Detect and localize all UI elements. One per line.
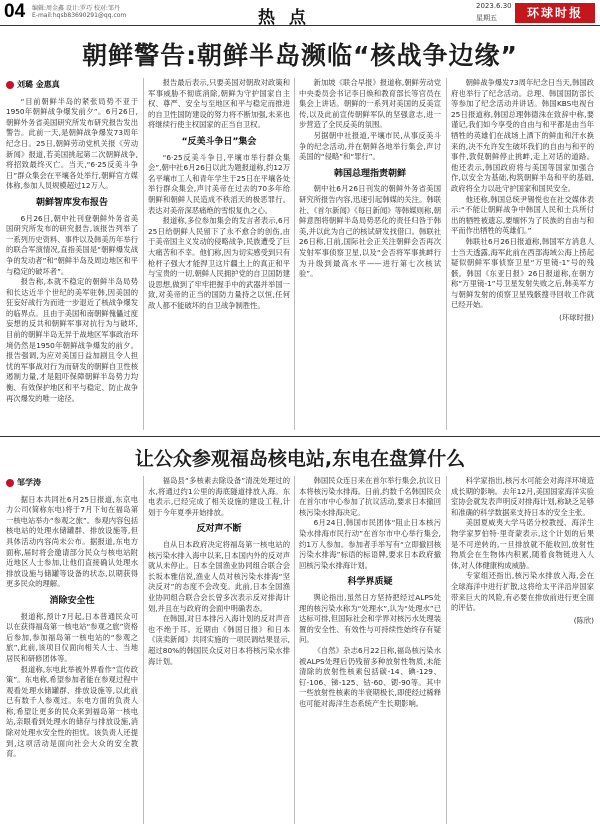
page-number: 04 — [4, 1, 26, 22]
column-divider — [446, 78, 447, 430]
article2-subhead-1: 消除安全性 — [49, 595, 95, 606]
masthead-logo: 环球时报 — [515, 3, 595, 23]
article2-paragraph: 美国夏威夷大学马诺分校教授、海洋生物学家罗伯特·里奇蒙表示,这个计划的后果是不可逆转的,一旦排放就不能收回,放射性物质会在生物体内积累,随着食物链进入人体,对人体健康构成威胁。 — [451, 518, 594, 570]
article1-column-3 — [299, 78, 441, 430]
article1-paragraph: 另据朝中社报道,平壤市民,从事反美斗争的纪念活动,并在朝鲜各地举行集会,声讨美国的“侵略”和“罪行”。 — [299, 130, 441, 162]
column-divider — [446, 476, 447, 824]
article2-column-1 — [6, 476, 138, 824]
article2-source: (陈欣) — [573, 615, 594, 625]
article1-subhead-1: 朝鲜智库发布报告 — [35, 197, 108, 208]
article1-subhead-2: “反美斗争日”集会 — [181, 136, 257, 147]
article2-paragraph: 专家组还指出,核污染水排放入海,会在全球海洋中进行扩散,这将给太平洋沿岸国家带来巨大的风险,有必要在排放前进行更全面的评估。 — [451, 571, 594, 613]
section-title: 热 点 — [258, 8, 310, 28]
article2-column-3 — [299, 476, 441, 824]
article1-paragraph: 报道称,多位参加集会的发言者表示,6月25日给朝鲜人民留下了永不愈合的创伤,由于美帝国主义发动的侵略战争,民族遭受了巨大痛苦和不幸。他们称,因为切实感受到只有枪杆子强大才能捍卫这片疆土上的真正和平与宝贵的一切,朝鲜人民拥护党的自卫国防建设思想,做到了牢牢把握手中的武器并举国一致,对美帝的正当的国防力量持之以恒,任何敌人都不能破坏的自卫战争制胜性。 — [148, 216, 290, 310]
article1-paragraph: 6月26日,朝中社刊登朝鲜外务省美国研究所发布的研究报告,该报告列举了一系列历史资料、事件以及韩美历年举行的联合军演情况,直指美国是“朝鲜爆发战争的发动者”和“朝鲜半岛及周边地区和平与稳定的破坏者”。 — [6, 213, 138, 276]
article1-column-4 — [451, 78, 594, 430]
article1-column-2 — [148, 78, 290, 430]
article1-paragraph: 报告称,本就不稳定的朝鲜半岛局势和长达近半个世纪的美军驻韩,因美国的狂妄好战行为而进一步退近了核战争爆发的临界点。且由于美国和南朝鲜傀儡过度妄想的反共和朝鲜军事对抗行为与破坏,目前的朝鲜半岛无异于战地区军事政治环境仍然是1950年朝鲜战争爆发的前夕。报告强调,为应对美国日益加剧且令人担忧的军事战对行为而研发的朝鲜自卫性核遏制力量,才是阻吓保障朝鲜半岛势力均衡、有效保护地区和平与稳定、防止战争再次爆发的唯一途径。 — [6, 277, 138, 403]
article2-paragraph: 报道称,东电此举被外界看作“宣传政策”。东电称,希望参加者能在参观过程中观看处理水储罐群、排放设施等,以此前已有数千人参观过。东电方面的负责人称,希望让更多的民众来到福岛第一核电站,亲眼看到处理水的储存与排放设施,消除对处理水安全性的担忧。该负责人还提到,这项活动是面向社会大众的安全教育。 — [6, 664, 138, 759]
issue-weekday: 星期五 — [476, 14, 497, 22]
article2-paragraph: 自从日本政府决定将福岛第一核电站的核污染水排入海中以来,日本国内外的反对声就从未停止。日本全国渔业协同组合联合会长坂本雅信说,渔业人员对核污染水排海“坚决反对”的态度不会改变。此前,日本全国渔业协同组合联合会长曾多次表示反对排海计划,并且在与政府的会面中明确表态。 — [148, 539, 290, 613]
page-header — [0, 0, 600, 26]
article2-column-2 — [148, 476, 290, 824]
article2-author: 邹学涛 — [17, 478, 41, 487]
article1-author: 刘璐 金惠真 — [17, 80, 60, 89]
column-divider — [294, 78, 295, 430]
article2-paragraph: 科学家指出,核污水可能会对海洋环境造成长期的影响。去年12月,美国国家海洋实验室协会就发表声明反对排海计划,称缺乏足够和准确的科学数据来支持日本的安全主张。 — [451, 476, 594, 517]
article1-lead-paragraph: “目前朝鲜半岛的紧张局势不亚于1950年朝鲜战争爆发前夕”。6月26日,朝鲜外务省美国研究所发布研究报告发出警告。此前一天,是朝鲜战争爆发73周年纪念日。25日,朝鲜劳动党机关报《劳动新闻》报道,若美国挑起第二次朝鲜战争,将招致最终灭亡。当天,“6·25反美斗争日”群众集会在平壤各处举行,朝鲜官方媒体称,参加人员规模超过12万人。 — [6, 96, 138, 191]
column-divider — [143, 476, 144, 824]
article2-lead-paragraph: 据日本共同社6月25日报道,东京电力公司(简称东电)将于7月下旬在福岛第一核电站举办“参观之旅”。参观内容包括核电站的处理水储罐群、排放设施等,但具体活动内容尚未公布。据报道,东电方面称,届时将会邀请部分民众与核电站附近地区人士参加,让他们直接确认处理水排放设施与储罐等设备的状态,以期获得更多民众的理解。 — [6, 494, 138, 589]
article2-subhead-3: 科学界质疑 — [347, 577, 393, 588]
contact-email: E-mail:hqsb83690291@qq.com — [32, 12, 127, 19]
article1-paragraph: 朝鲜战争爆发73周年纪念日当天,韩国政府也举行了纪念活动。总理、韩国国防部长等参加了纪念活动并讲话。韩国KBS电视台25日报道称,韩国总理韩德洙在致辞中称,要谨记,我们如今享受的自由与和平都是由当年牺牲的英雄们在战场上洒下的鲜血和汗水换来的,决不允许发生破坏我们的自由与和平的事件,敦促朝鲜停止挑衅,走上对话的道路。他还表示,韩国政府将与美国等国家加强合作,以安全为基础,构筑朝鲜半岛和平的基础,政府将全力以赴守护国家和国民安全。 — [451, 78, 594, 193]
article2-paragraph: 报道称,预计7月起,日本普通民众可以在获得福岛第一核电站“参观之旅”资格后参加,参加福岛第一核电站的“参观之旅”,此前,该项目仅面向相关人士、当地居民和研修团体等。 — [6, 611, 138, 663]
article1-paragraph: 韩联社6月26日报道称,韩国军方消息人士当天透露,海军此前在西部海域公海上捞起疑似朝鲜军事侦察卫星“万里镜-1”号的残骸。韩国《东亚日报》26日报道称,在朝方称“万里镜-1”号卫星发射失败之后,韩美军方与朝鲜发射的侦察卫星残骸搜寻回收工作就已经开始。 — [451, 236, 594, 310]
article2-column-4 — [451, 476, 594, 824]
article2-paragraph: 韩国民众连日来在首尔举行集会,抗议日本将核污染水排海。日前,约数千名韩国民众在首尔市中心参加了抗议活动,要求日本撤回核污染水排海决定。 — [299, 476, 441, 517]
issue-date: 2023.6.30 — [476, 2, 512, 10]
article2-paragraph: 《自然》杂志6月22日称,福岛核污染水被ALPS处理后仍残留多种放射性物质,未能清除的放射性核素包括碳-14、碘-129、钌-106、锑-125、钴-60、锶-90等。其中一些放射性核素的半衰期极长,即使经过稀释也可能对海洋生态系统产生长期影响。 — [299, 645, 441, 708]
article2-paragraph: 福岛县“多核素去除设备”清洗处理过的水,将通过约1公里的海底隧道排放入海。东电表示,已经完成了相关设施的建设工程,计划于今年夏季开始排放。 — [148, 476, 290, 517]
article1-column-1 — [6, 78, 138, 430]
article1-paragraph: 报告最后表示,只要美国对朝敌对政策和军事威胁不彻底消除,朝鲜为守护国家自主权、尊严、安全与至地区和平与稳定而推进的自卫性国防建设的努力将不断加强,未来也将继续行使主权国家的正当自卫权。 — [148, 78, 290, 130]
article-separator — [0, 436, 600, 437]
article2-byline — [6, 478, 138, 489]
column-divider — [143, 78, 144, 430]
article2-headline: 让公众参观福岛核电站,东电在盘算什么 — [134, 448, 466, 470]
article2-paragraph: 舆论指出,虽然日方坚持把经过ALPS处理的核污染水称为“处理水”,认为“处理水”已达标可排,但国际社会和学界对核污水处理装置的安全性、有效性与可持续性始终存有疑问。 — [299, 592, 441, 645]
article1-paragraph: 新加坡《联合早报》报道称,朝鲜劳动党中央委员会书记李日焕和教育部长等官员在集会上讲话。朝鲜的一系列对美国的反美宣传,以及此前宣传朝鲜军队的坚强意志,进一步营造了全民反美的氛围。 — [299, 78, 441, 130]
article2-paragraph: 在韩国,对日本排污入海计划的反对声音也不绝于耳。近期由《韩国日报》和日本《读卖新闻》共同实施的一项民调结果显示,超过80%的韩国民众反对日本将核污染水排海计划。 — [148, 614, 290, 666]
editor-credits: 编辑:周金鑫 设计:罗巧 校对:邹丹 — [32, 5, 120, 12]
article1-subhead-3: 韩国总理指责朝鲜 — [333, 168, 406, 179]
article2-paragraph: 6月24日,韩国市民团体“阻止日本核污染水排海市民行动”在首尔市中心举行集会,约1万人参加。参加者手举写有“立即撤回核污染水排海”标语的标语牌,要求日本政府撤回核污染水排海计划。 — [299, 518, 441, 570]
article1-byline — [6, 80, 138, 91]
article1-headline: 朝鲜警告:朝鲜半岛濒临“核战争边缘” — [82, 41, 518, 70]
article1-source: (环球时报) — [559, 313, 594, 323]
article2-subhead-2: 反对声不断 — [196, 524, 242, 535]
byline-bullet-icon — [6, 81, 14, 89]
byline-bullet-icon — [6, 479, 14, 487]
article1-paragraph: “6·25反美斗争日,平壤市举行群众集会”,朝中社6月26日以此为题报道称,约12万名平壤市工人和青年学生于25日在平壤各处举行群众集会,声讨美帝在过去的70多年给朝鲜和朝鲜人民造成不秩滔天的极恶罪行。表达对美帝深恶痛绝的雪恨复仇之心。 — [148, 152, 290, 215]
article1-paragraph: 他还称,韩国总统尹锡悦也在社交媒体表示:“不能让朝鲜战争中韩国人民和士兵所付出的牺牲被遗忘,要缅怀为了民族的自由与和平而作出牺牲的英雄们。” — [451, 194, 594, 236]
column-divider — [294, 476, 295, 824]
article1-paragraph: 朝中社6月26日刊发的朝鲜外务省美国研究所报告内容,迅速引起韩媒的关注。韩联社、《首尔新闻》《每日新闻》等韩媒则称,朝鲜意图将朝鲜半岛局势恶化的责任归咎于韩美,并以此为自己的核试研发找借口。韩联社26日称,日前,国际社会正关注朝鲜会否再次发射军事侦察卫星,以及“会否将军事挑衅行为升级到最高水平——进行第七次核试验”。 — [299, 184, 441, 279]
